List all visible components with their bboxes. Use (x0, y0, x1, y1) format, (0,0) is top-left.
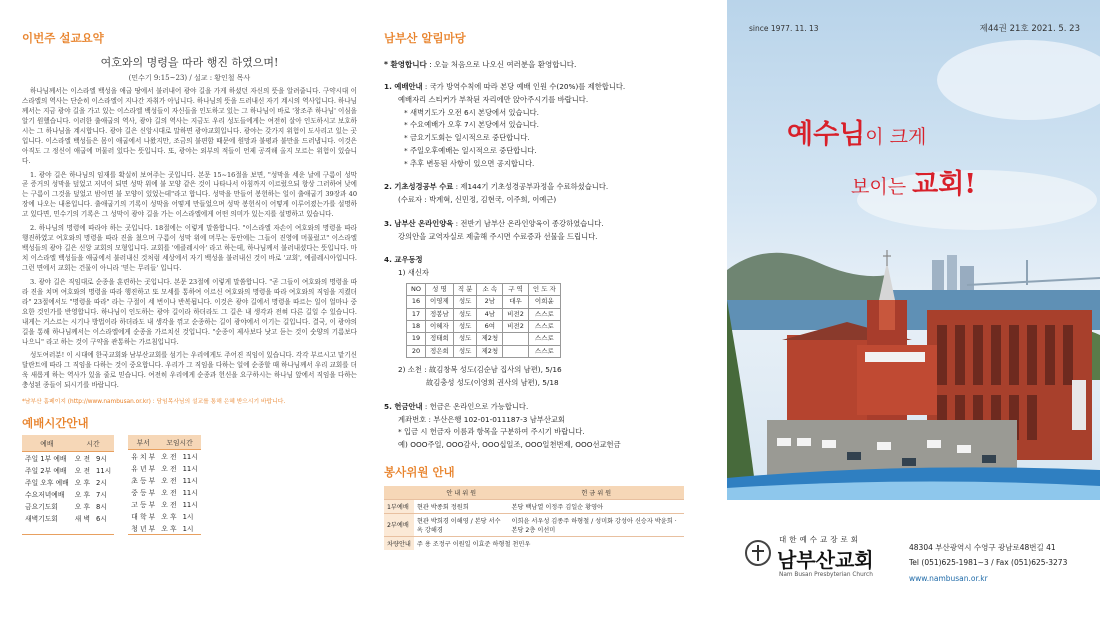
notice-section-title: 남부산 알림마당 (384, 31, 466, 45)
cell: 초 등 부 (131, 477, 156, 486)
cell: 주일 1부 예배 (25, 454, 67, 463)
sermon-paragraph: 1. 광야 길은 하나님의 임재를 확실히 보여주는 곳입니다. 본문 15~16절을 보면, "성막을 세운 날에 구름이 성막 곧 증거의 성막을 덮었고 저녁이 되면 성막 위에 불 모양 같은 것이 나타나서 아침까지 이르렀으되 항상 그러하여 낮에는 구름이 그것을 덮었고 밤이면 불 모양이 있었는데"라고 합니다. 성막을 만들어 봉헌하는 일이 출애굽기 39장과 40장에 나오는 내용입니다. 출애굽기의 기록이 성막을 어떻게 만들었으며 성막 봉헌식이 어떻게 이루어졌는가를 설명하고 있다면, 민수기의 기록은 그 성막이 광야 길을 가는 이스라엘에게 어떤 의미가 있는지를 설명하고 있습니다. (22, 170, 357, 219)
cell: 2부예배 (384, 513, 414, 536)
cell: 이희윤 (528, 296, 560, 308)
cell: 차량안내 (384, 536, 414, 550)
notice-item-title: 3. 남부산 온라인양육 (384, 218, 454, 228)
notice-item-worship (384, 81, 684, 170)
slogan-line-1 (787, 112, 926, 151)
notice-item-title: 4. 교우동정 (384, 255, 423, 265)
worship-title: 예배시간안내 (22, 416, 89, 431)
cell: 비전2 (503, 321, 529, 333)
notice-bullet: * 주일오후예배는 일시적으로 중단합니다. (404, 145, 537, 155)
worship-tables (22, 435, 357, 535)
notice-column (384, 30, 684, 620)
table-header: 구 역 (503, 283, 529, 295)
cell: 고 등 부 (131, 501, 156, 510)
table-row (128, 498, 201, 510)
cell: 이영제 (425, 296, 453, 308)
cell: 오 전 (161, 477, 177, 486)
cell: 오 전 (161, 465, 177, 474)
table-row (128, 510, 201, 522)
cell: 7시 (96, 490, 107, 499)
notice-line: 계좌번호 : 부산은행 102-01-011187-3 남부산교회 (398, 414, 565, 424)
slogan-emphasis: 교회! (912, 169, 977, 200)
cell: 16 (407, 296, 426, 308)
worship-header: 시간 (72, 435, 115, 451)
cell: 20 (407, 345, 426, 357)
sermon-meta: (민수기 9:15~23) / 설교 : 황인철 목사 (128, 74, 251, 82)
cell: 11시 (182, 477, 198, 486)
cell: 11시 (182, 453, 198, 462)
cell: 오 후 (74, 490, 91, 499)
cell: 주 용 조정구 이원일 이효준 하형철 천민우 (414, 536, 684, 550)
notice-line: 예) OOO주일, OOO감사, OOO십일조, OOO일천번제, OOO선교헌금 (398, 440, 621, 450)
table-header: NO (407, 283, 426, 295)
cell: 정봉남 (425, 308, 453, 320)
church-name: 남부산교회 (777, 548, 874, 572)
cell: 스스로 (528, 308, 560, 320)
table-row (22, 451, 114, 464)
cell: 청 년 부 (128, 522, 158, 535)
cell: 제2청 (477, 345, 503, 357)
notice-item-bible-study (384, 181, 684, 207)
notice-line: * 입금 시 헌금자 이름과 항목을 구분하여 주시기 바랍니다. (398, 427, 585, 437)
table-row (22, 488, 114, 500)
cell: 11시 (182, 489, 198, 498)
slogan-emphasis: 예수님 (787, 119, 866, 150)
notice-line: 故김충성 성도(이영희 권사의 남편), 5/18 (426, 377, 559, 387)
sermon-title: 여호와의 명령을 따라 행진 하였으며! (100, 56, 279, 69)
department-table (128, 435, 201, 535)
table-row (128, 522, 201, 535)
sermon-column (22, 30, 357, 620)
cell: 이희윤 서우성 김종주 하형철 / 성미화 강성아 신승자 박윤희 · 본당 2층 이선미 (509, 513, 684, 536)
cover-column (727, 0, 1100, 625)
worship-table (22, 435, 114, 535)
church-english-name: Nam Busan Presbyterian Church (779, 572, 873, 578)
table-row (407, 321, 561, 333)
table-header (384, 486, 414, 500)
cell: 대 학 부 (131, 513, 156, 522)
cell: 17 (407, 308, 426, 320)
welcome-line (384, 59, 684, 70)
church-logo-icon (745, 540, 771, 566)
cell: 이혜자 (425, 321, 453, 333)
cover-image (727, 0, 1100, 500)
church-photo (727, 0, 1100, 500)
worship-header: 부서 (128, 435, 158, 450)
website-link[interactable]: www.nambusan.or.kr (909, 573, 988, 583)
sermon-paragraph: 하나님께서는 이스라엘 백성을 애굽 땅에서 불러내어 광야 길을 가게 하셨던 자신의 뜻을 알려줍니다. 구약시대 이스라엘의 역사는 단순히 이스라엘이 지나간 자취가 아닙니다. 하나님의 뜻을 드러내신 자기 계시의 역사입니다. 하나님께서는 지금 광야 길을 가고 있는 이스라엘 백성들이 자신들을 인도하고 있는 그 하나님이 바로 '창조주 하나님' 이심을 알기 원했습니다. 이러한 출애굽의 역사, 광야 길의 역사는 지금도 우리 성도들에게는 여전히 살아 인도하시고 보호하시는 그 하나님을 계시합니다. 광야 길은 신앙시대로 말하면 광야교회입니다. 광야는 갖가지 위험이 도사리고 있는 곳입니다. 이스라엘 백성들은 몸이 애굽에서 나왔지만, 조금의 불편함 때문에 원망과 불평과 불만을 드러냅니다. 이것은 아직도 그 정신이 애굽에 머물러 있다는 뜻입니다. 또, 광야는 외부의 적들이 언제 공격해 올지 모르는 위험이 있습니다. (22, 87, 357, 165)
cell: 성도 (453, 333, 477, 345)
cell (22, 524, 72, 535)
cell: 1부예배 (384, 499, 414, 513)
cell: 6시 (96, 514, 107, 523)
notice-bullet: * 새벽기도가 오전 6시 본당에서 있습니다. (404, 107, 539, 117)
notice-line: 1) 새신자 (398, 268, 429, 278)
cell: 2남 (477, 296, 503, 308)
sermon-paragraph: 성도여러분! 이 시대에 한국교회와 남부산교회를 섬기는 우리에게도 주어진 직임이 있습니다. 각각 부르시고 맡기신 달란트에 따라 그 직임을 다하는 것이 중요합니다. 우리가 그 직임을 다하는 일에 순종할 때 하나님께서 우리 교회를 더욱 새롭게 하는 역사가 있을 줄로 믿습니다. 여전히 우리에게 순종과 헌신을 요구하시는 하나님 앞에서 직임을 다하는 충성된 종들이 되시기를 바랍니다. (22, 351, 357, 390)
cell: 오 전 (74, 466, 91, 475)
table-row (128, 474, 201, 486)
notice-item-text: : 제144기 기초성경공부과정을 수료하셨습니다. (453, 182, 609, 192)
notice-item-members (384, 254, 684, 389)
notice-item-title: 2. 기초성경공부 수료 (384, 182, 454, 192)
table-header: 인 도 자 (528, 283, 560, 295)
notice-bullet: * 금요기도회는 일시적으로 중단합니다. (404, 133, 530, 143)
cell: 새벽기도회 (25, 514, 58, 523)
notice-item-title: 1. 예배안내 (384, 82, 423, 91)
cell: 주일 오후 예배 (25, 478, 69, 487)
newcomer-table (406, 283, 561, 358)
cell: 비전2 (503, 308, 529, 320)
cell: 성도 (453, 345, 477, 357)
table-row (384, 499, 684, 513)
notice-item-offering (384, 401, 684, 452)
cell: 오 후 (74, 502, 91, 511)
worship-header: 예배 (22, 435, 72, 451)
cell: 18 (407, 321, 426, 333)
notice-item-online (384, 218, 684, 244)
cell: 성도 (453, 296, 477, 308)
phone: Tel (051)625-1981~3 / Fax (051)625-3273 (909, 558, 1068, 568)
cell: 제2청 (477, 333, 503, 345)
table-row (128, 462, 201, 474)
slogan-text: 이 크게 (865, 126, 927, 148)
notice-bullet: * 추후 변동된 사항이 있으면 공지합니다. (404, 158, 535, 168)
sermon-body (22, 87, 357, 391)
address: 48304 부산광역시 수영구 광남로48번길 41 (909, 543, 1056, 552)
notice-bullet: * 수요예배가 오후 7시 본당에서 있습니다. (404, 120, 539, 130)
since-date: since 1977. 11. 13 (749, 24, 819, 33)
notice-item-text: : 국가 방역수칙에 따라 본당 예배 인원 수(20%)를 제한합니다. (422, 82, 626, 91)
cell: 오 전 (74, 454, 91, 463)
cell: 오 후 (161, 513, 177, 522)
table-row (22, 512, 114, 524)
cell: 11시 (182, 501, 198, 510)
volunteer-title: 봉사위원 안내 (384, 464, 455, 479)
notice-item-title: 5. 헌금안내 (384, 401, 423, 411)
cell: 정은희 (425, 345, 453, 357)
cell: 오 후 (74, 478, 91, 487)
cell: 현관 박종회 정원희 (414, 499, 509, 513)
cell: 유 년 부 (131, 465, 156, 474)
cell (503, 333, 529, 345)
table-row (22, 500, 114, 512)
cell: 스스로 (528, 333, 560, 345)
table-header: 헌 금 위 원 (509, 486, 684, 500)
cell: 금요기도회 (25, 502, 58, 511)
cell: 중 등 부 (131, 489, 156, 498)
cell: 19 (407, 333, 426, 345)
cell: 스스로 (528, 321, 560, 333)
cell: 9시 (96, 454, 107, 463)
cell: 오 전 (161, 501, 177, 510)
notice-line: 예배자리 스티커가 부착된 자리에만 앉아주시기를 바랍니다. (398, 94, 589, 104)
sermon-section-title: 이번주 설교요약 (22, 31, 104, 45)
cell: 본당 백남열 이정주 김일순 황영아 (509, 499, 684, 513)
table-row (384, 513, 684, 536)
cell: 성도 (453, 308, 477, 320)
cell: 유 치 부 (131, 453, 156, 462)
cell: 현관 박희경 이해영 / 본당 서수옥 강해경 (414, 513, 509, 536)
cover-footer (727, 500, 1100, 625)
cell: 스스로 (528, 345, 560, 357)
table-header: 성 명 (425, 283, 453, 295)
table-row (128, 486, 201, 498)
welcome-text: : 오늘 처음으로 나오신 여러분을 환영합니다. (426, 60, 577, 69)
sermon-paragraph: 3. 광야 길은 직임대로 순종을 훈련하는 곳입니다. 본문 23절에 이렇게 말씀합니다. "곧 그들이 여호와의 명령을 따라 진을 치며 여호와의 명령을 따라 행진하고 또 모세를 통하여 이르신 여호와의 명령을 따라 여호와의 직임을 지켰더라" 23절에서도 "명령을 따라" 라는 구절이 세 번이나 반복됩니다. 이것은 광야 길에서 명령을 따르는 일이 얼마나 중요한 것인가를 반영합니다. 하나님이 인도하는 광야 길이라 하더라도 그 길은 내 생각과 전혀 다른 길일 수 있습니다. 내게는 거스르는 시기나 방법이라 하더라도 내 생각을 꺾고 순종하는 길이 광야에서 이기는 길입니다. 결국, 이 광야의 길을 통해 하나님께서는 이스라엘에게 순종을 가르치신 것입니다. "순종이 제사보다 낫고 듣는 것이 숫양의 기름보다 나으니" 라고 하는 것이 구약을 관통하는 가르침입니다. (22, 277, 357, 346)
cell (72, 524, 93, 535)
cell: 정태희 (425, 333, 453, 345)
sermon-paragraph: 2. 하나님의 명령에 따라야 하는 곳입니다. 18절에는 이렇게 말씀합니다. "이스라엘 자손이 여호와의 명령을 따라 행진하였고 여호와의 명령을 따라 진을 쳤으며 구름이 성막 위에 머무는 동안에는 그들이 진영에 머물렀고" 이스라엘 백성들의 광야 길은 신앙 교회의 모형입니다. 교회를 '에클레시아' 라고 하는데, 하나님께서 불러내셨다는 뜻입니다. 마치 이스라엘 백성들을 애굽에서 불러내신 것처럼 세상에서 자기 백성을 불러내신 것이 바로 '교회', 에클레시아입니다. 그런 면에서 교회는 건물이 아니라 '믿는 무리들' 입니다. (22, 224, 357, 272)
cell: 주일 2부 예배 (25, 466, 67, 475)
cell: 대우 (503, 296, 529, 308)
worship-header: 모임시간 (158, 435, 201, 450)
table-row (407, 333, 561, 345)
cell (503, 345, 529, 357)
notice-item-text: : 전반기 남부산 온라인양육이 종강하였습니다. (453, 218, 604, 228)
notice-line: 2) 소천 : 故김창복 성도(김순남 집사의 남편), 5/16 (398, 365, 562, 375)
welcome-label: * 환영합니다 (384, 60, 427, 69)
issue-info: 제44권 21호 2021. 5. 23 (979, 24, 1080, 34)
cell: 8시 (96, 502, 107, 511)
cell: 1시 (180, 522, 201, 535)
cell: 오 전 (161, 489, 177, 498)
notice-item-text: : 헌금은 온라인으로 가능합니다. (422, 401, 529, 411)
cell: 11시 (96, 466, 112, 475)
volunteer-table (384, 486, 684, 550)
table-row (407, 308, 561, 320)
cell: 6여 (477, 321, 503, 333)
cell (93, 524, 114, 535)
cell: 수요저녁예배 (25, 490, 65, 499)
table-row (22, 524, 114, 535)
table-row (22, 464, 114, 476)
table-header: 안 내 위 원 (414, 486, 509, 500)
cell: 새 벽 (74, 514, 91, 523)
cell: 2시 (96, 478, 107, 487)
cell: 성도 (453, 321, 477, 333)
table-row (407, 296, 561, 308)
table-row (407, 345, 561, 357)
slogan-line-2 (851, 162, 976, 201)
table-header: 소 속 (477, 283, 503, 295)
table-row (128, 450, 201, 463)
notice-line: 강의안을 교역자실로 제출해 주시면 수료증과 선물을 드립니다. (398, 231, 598, 241)
cell: 11시 (182, 465, 198, 474)
table-row (384, 536, 684, 550)
cell: 4남 (477, 308, 503, 320)
cell: 오 후 (158, 522, 179, 535)
notice-line: (수료자 : 박계혁, 신민정, 김현국, 이주희, 이예근) (398, 195, 557, 205)
denomination: 대한예수교장로회 (779, 535, 861, 544)
contact-info (909, 540, 1067, 586)
cell: 오 전 (161, 453, 177, 462)
slogan-text: 보이는 (851, 176, 913, 198)
cell: 1시 (182, 513, 194, 522)
sermon-note: *남부산 홈페이지 (http://www.nambusan.or.kr) : 담임목사님의 설교를 통해 은혜 받으시기 바랍니다. (22, 399, 286, 406)
table-header: 직 분 (453, 283, 477, 295)
table-row (22, 476, 114, 488)
